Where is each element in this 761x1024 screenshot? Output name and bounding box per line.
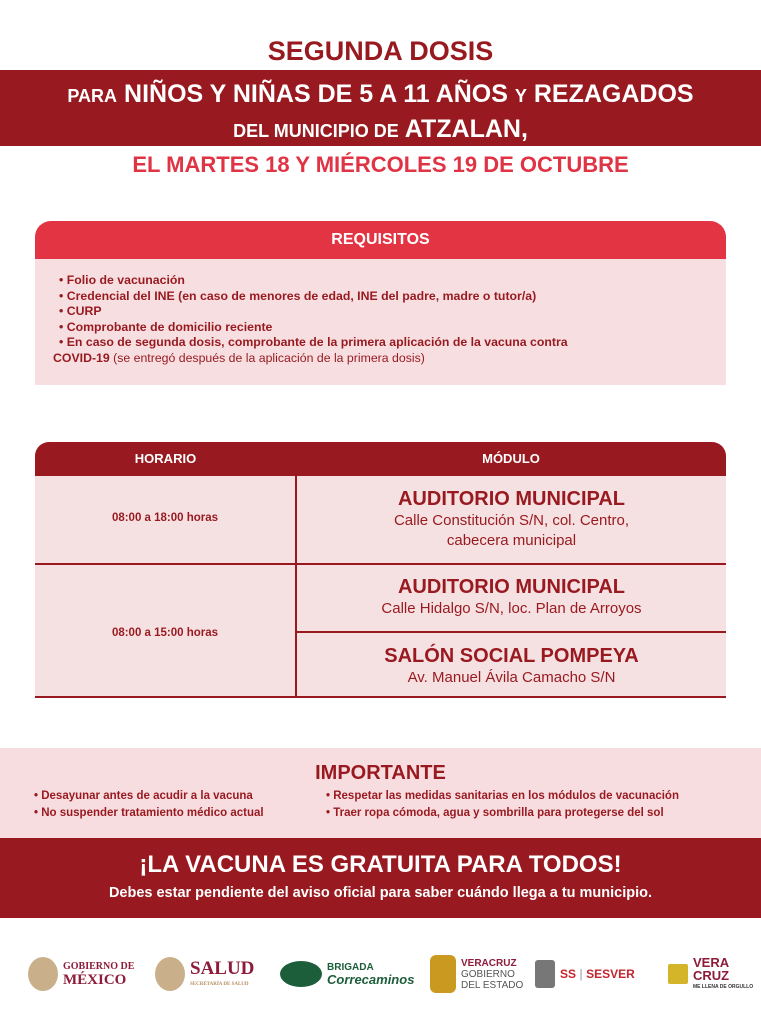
text: PARA xyxy=(67,86,118,106)
list-item: • Folio de vacunación xyxy=(59,273,185,287)
importante-title: IMPORTANTE xyxy=(315,762,446,784)
module-address: Calle Hidalgo S/N, loc. Plan de Arroyos xyxy=(381,600,642,617)
requisitos-box xyxy=(35,221,726,385)
brigada-correcaminos-logo: BRIGADA Correcaminos xyxy=(280,948,414,1000)
requisitos-title: REQUISITOS xyxy=(35,221,726,259)
list-item: • Comprobante de domicilio reciente xyxy=(59,319,273,334)
horario: 08:00 a 15:00 horas xyxy=(111,627,219,639)
free-vaccine-banner xyxy=(0,838,761,918)
list-item: • En caso de segunda dosis, comprobante de la primera aplicación de la vacuna contra xyxy=(59,335,568,349)
text: (se entregó después de la aplicación de la primera dosis) xyxy=(109,350,425,365)
text: DEL MUNICIPIO DE xyxy=(233,121,399,141)
banner-sub: Debes estar pendiente del aviso oficial para saber cuándo llega a tu municipio. xyxy=(108,885,653,901)
text: Y xyxy=(514,86,527,106)
text: COVID-19 xyxy=(53,350,110,365)
header-band xyxy=(0,70,761,146)
gobierno-mexico-logo: GOBIERNO DE MÉXICO xyxy=(28,948,134,1000)
municipality: ATZALAN, xyxy=(404,115,528,143)
module xyxy=(297,488,726,551)
banner-headline: ¡LA VACUNA ES GRATUITA PARA TODOS! xyxy=(139,851,622,878)
importante-section xyxy=(0,748,761,838)
date: EL MARTES 18 Y MIÉRCOLES 19 DE OCTUBRE xyxy=(132,152,629,177)
module-name: AUDITORIO MUNICIPAL xyxy=(397,488,626,510)
list-item: • Respetar las medidas sanitarias en los módulos de vacunación xyxy=(326,790,679,802)
module-address: Calle Constitución S/N, col. Centro, xyxy=(393,512,630,529)
logo-bar xyxy=(0,948,761,1000)
schedule-table xyxy=(35,442,726,698)
list-item: • No suspender tratamiento médico actual xyxy=(34,806,264,819)
text: NIÑOS Y NIÑAS DE 5 A 11 AÑOS xyxy=(124,80,508,108)
horario: 08:00 a 18:00 horas xyxy=(111,512,219,524)
list-item: • Traer ropa cómoda, agua y sombrilla para protegerse del sol xyxy=(326,806,664,819)
sesver-logo: SS | SESVER xyxy=(535,948,635,1000)
module-address: Av. Manuel Ávila Camacho S/N xyxy=(407,669,616,686)
module-address: cabecera municipal xyxy=(446,532,577,549)
list-item: • CURP xyxy=(59,304,102,318)
veracruz-gobierno-logo: VERACRUZ GOBIERNO DEL ESTADO xyxy=(430,948,523,1000)
list-item: • Credencial del INE (en caso de menores de edad, INE del padre, madre o tutor/a) xyxy=(59,288,537,303)
column-header: MÓDULO xyxy=(482,451,540,466)
module xyxy=(297,645,726,688)
list-item: • Desayunar antes de acudir a la vacuna xyxy=(34,790,253,802)
veracruz-orgullo-logo: VERA CRUZ ME LLENA DE ORGULLO xyxy=(668,948,753,1000)
column-header: HORARIO xyxy=(134,451,197,466)
module-name: AUDITORIO MUNICIPAL xyxy=(397,576,626,598)
page-title: SEGUNDA DOSIS xyxy=(267,36,494,66)
salud-logo: SALUD SECRETARÍA DE SALUD xyxy=(155,948,254,1000)
module xyxy=(297,576,726,619)
module-name: SALÓN SOCIAL POMPEYA xyxy=(384,645,639,667)
text: REZAGADOS xyxy=(533,80,694,108)
